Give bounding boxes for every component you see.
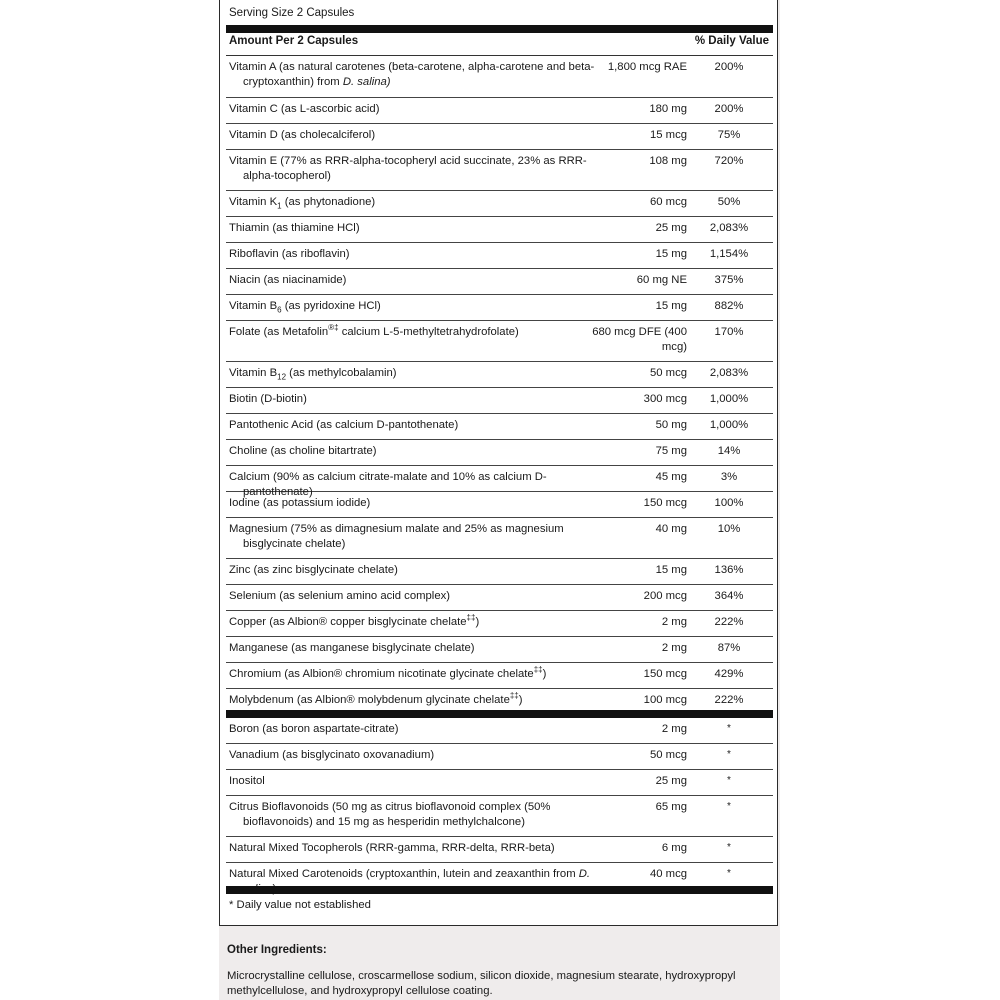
nutrient-name-part: Vitamin E (77% as RRR-alpha-tocopheryl acid succinate, 23% as RRR-alpha-tocopherol) (229, 155, 587, 182)
nutrient-amount: 65 mg (655, 801, 687, 813)
nutrient-amount: 15 mg (655, 564, 687, 576)
nutrient-row (226, 56, 773, 98)
other-nutrients-list (226, 718, 773, 888)
nutrient-name-part: 6 (277, 305, 282, 315)
other-ingredients-text: Microcrystalline cellulose, croscarmellose sodium, silicon dioxide, magnesium stearate, hydroxypropyl methylcellulose, and hydroxypropyl cellulose coating. (227, 970, 736, 997)
nutrient-row (226, 663, 773, 689)
nutrient-name-part: (as phytonadione) (281, 196, 376, 208)
nutrient-amount: 50 mg (655, 419, 687, 431)
nutrient-daily-value: 10% (717, 523, 741, 535)
daily-value-header: % Daily Value (694, 35, 769, 47)
nutrient-name-part: Molybdenum (as Albion® molybdenum glycinate chelate (229, 694, 510, 706)
nutrient-row (226, 217, 773, 243)
nutrient-name-part: 12 (277, 372, 287, 382)
supplement-facts-page (219, 0, 780, 1000)
nutrient-name-part: Vanadium (as bisglycinato oxovanadium) (229, 749, 435, 761)
nutrient-name-part: Citrus Bioflavonoids (50 mg as citrus bioflavonoid complex (50% bioflavonoids) and 15 mg as hesperidin methylchalcone) (229, 801, 551, 828)
nutrient-name-part: ) (475, 616, 480, 628)
nutrient-name (229, 273, 613, 288)
nutrient-daily-value: 375% (714, 274, 744, 286)
nutrient-amount: 150 mcg (643, 668, 687, 680)
nutrient-amount: 2 mg (661, 723, 687, 735)
nutrient-amount: 2 mg (661, 616, 687, 628)
nutrient-name-part: Boron (as boron aspartate-citrate) (229, 723, 399, 735)
nutrient-daily-value: 1,154% (709, 248, 749, 260)
nutrient-amount: 60 mg NE (636, 274, 687, 286)
nutrient-daily-value: 200% (714, 61, 744, 73)
nutrient-amount: 680 mcg DFE (400 mcg) (592, 326, 687, 353)
nutrient-row (226, 98, 773, 124)
nutrient-name-part: Manganese (as manganese bisglycinate chelate) (229, 642, 475, 654)
nutrient-name (229, 299, 613, 314)
nutrient-daily-value: * (727, 842, 731, 853)
nutrient-daily-value: * (727, 749, 731, 760)
nutrient-name (229, 444, 613, 459)
nutrient-name-part: Vitamin K (229, 196, 278, 208)
nutrient-row (226, 124, 773, 150)
nutrient-name-part: Selenium (as selenium amino acid complex) (229, 590, 451, 602)
nutrient-name (229, 667, 613, 682)
nutrient-name-part: ‡‡ (466, 613, 476, 623)
nutrient-name-part: Choline (as choline bitartrate) (229, 445, 377, 457)
nutrient-name-part: 1 (277, 201, 282, 211)
nutrient-daily-value: 50% (717, 196, 741, 208)
other-ingredients-title: Other Ingredients: (227, 944, 327, 956)
nutrient-amount: 300 mcg (643, 393, 687, 405)
nutrient-name (229, 154, 613, 184)
nutrient-name-part: ‡‡ (533, 665, 543, 675)
nutrient-name-part: Zinc (as zinc bisglycinate chelate) (229, 564, 398, 576)
nutrient-name-part: Niacin (as niacinamide) (229, 274, 347, 286)
vitamins-minerals-list (226, 56, 773, 714)
nutrient-row (226, 388, 773, 414)
nutrient-row (226, 637, 773, 663)
nutrient-row (226, 863, 773, 888)
nutrient-amount: 6 mg (661, 842, 687, 854)
nutrient-row (226, 718, 773, 744)
nutrient-row (226, 414, 773, 440)
supplement-facts-panel (219, 0, 778, 926)
nutrient-amount: 15 mg (655, 248, 687, 260)
nutrient-row (226, 191, 773, 217)
nutrient-daily-value: * (727, 801, 731, 812)
nutrient-name-part: Vitamin A (as natural carotenes (beta-carotene, alpha-carotene and beta-cryptoxanthin) from (229, 61, 595, 88)
nutrient-name-part: (as pyridoxine HCl) (281, 300, 381, 312)
nutrient-name (229, 641, 613, 656)
nutrient-name-part: Vitamin D (as cholecalciferol) (229, 129, 376, 141)
nutrient-amount: 60 mcg (649, 196, 687, 208)
nutrient-name (229, 774, 613, 789)
nutrient-name (229, 247, 613, 262)
nutrient-amount: 15 mcg (649, 129, 687, 141)
nutrient-daily-value: 136% (714, 564, 744, 576)
nutrient-name-part: Natural Mixed Carotenoids (cryptoxanthin, lutein and zeaxanthin from (229, 868, 579, 880)
table-header (229, 35, 769, 51)
nutrient-name (229, 693, 613, 708)
nutrient-name (229, 589, 613, 604)
nutrient-row (226, 837, 773, 863)
serving-size: Serving Size 2 Capsules (229, 7, 355, 19)
nutrient-name (229, 563, 613, 578)
nutrient-name-part: calcium L-5-methyltetrahydrofolate) (338, 326, 519, 338)
nutrient-daily-value: 1,000% (709, 419, 749, 431)
nutrient-row (226, 440, 773, 466)
nutrient-row (226, 518, 773, 559)
nutrient-name-part: Vitamin B (229, 367, 278, 379)
nutrient-name-part: ®‡ (328, 323, 339, 333)
nutrient-name (229, 195, 613, 210)
nutrient-amount: 40 mcg (649, 868, 687, 880)
nutrient-amount: 100 mcg (643, 694, 687, 706)
nutrient-name (229, 800, 613, 830)
nutrient-amount: 75 mg (655, 445, 687, 457)
nutrient-daily-value: * (727, 723, 731, 734)
nutrient-amount: 15 mg (655, 300, 687, 312)
footnote: * Daily value not established (229, 899, 371, 911)
nutrient-row (226, 295, 773, 321)
nutrient-name-part: Riboflavin (as riboflavin) (229, 248, 350, 260)
nutrient-name (229, 392, 613, 407)
nutrient-row (226, 611, 773, 637)
nutrient-daily-value: 882% (714, 300, 744, 312)
nutrient-name-part: Pantothenic Acid (as calcium D-pantothenate) (229, 419, 459, 431)
nutrient-daily-value: 14% (717, 445, 741, 457)
nutrient-daily-value: 2,083% (709, 367, 749, 379)
nutrient-amount: 25 mg (655, 775, 687, 787)
nutrient-name-part: Vitamin B (229, 300, 278, 312)
nutrient-name-part: D. salina) (342, 76, 391, 88)
nutrient-row (226, 559, 773, 585)
nutrient-amount: 45 mg (655, 471, 687, 483)
nutrient-name (229, 748, 613, 763)
nutrient-name-part: (as methylcobalamin) (286, 367, 397, 379)
nutrient-name-part: ‡‡ (509, 691, 519, 701)
nutrient-daily-value: * (727, 868, 731, 879)
thick-divider (226, 886, 773, 894)
nutrient-amount: 150 mcg (643, 497, 687, 509)
nutrient-name-part: Inositol (229, 775, 265, 787)
nutrient-daily-value: 1,000% (709, 393, 749, 405)
nutrient-row (226, 321, 773, 362)
nutrient-name (229, 841, 613, 856)
nutrient-daily-value: 100% (714, 497, 744, 509)
nutrient-daily-value: 200% (714, 103, 744, 115)
nutrient-name-part: D. (578, 868, 591, 880)
nutrient-name (229, 615, 613, 630)
nutrient-row (226, 744, 773, 770)
nutrient-row (226, 362, 773, 388)
nutrient-name (229, 128, 613, 143)
nutrient-daily-value: 170% (714, 326, 744, 338)
nutrient-row (226, 770, 773, 796)
nutrient-name (229, 496, 613, 511)
nutrient-name-part: Calcium (90% as calcium citrate-malate and 10% as calcium D-pantothenate) (229, 471, 547, 498)
nutrient-amount: 25 mg (655, 222, 687, 234)
nutrient-row (226, 243, 773, 269)
nutrient-name (229, 221, 613, 236)
nutrient-amount: 50 mcg (649, 749, 687, 761)
nutrient-daily-value: 2,083% (709, 222, 749, 234)
nutrient-daily-value: 87% (717, 642, 741, 654)
nutrient-row (226, 585, 773, 611)
nutrient-name (229, 325, 613, 340)
amount-header: Amount Per 2 Capsules (229, 35, 359, 47)
nutrient-name-part: ) (542, 668, 547, 680)
nutrient-name (229, 102, 613, 117)
nutrient-amount: 40 mg (655, 523, 687, 535)
nutrient-name-part: Thiamin (as thiamine HCl) (229, 222, 360, 234)
nutrient-daily-value: 222% (714, 694, 744, 706)
nutrient-amount: 180 mg (649, 103, 687, 115)
nutrient-amount: 2 mg (661, 642, 687, 654)
nutrient-row (226, 150, 773, 191)
nutrient-name (229, 366, 613, 381)
thick-divider (226, 25, 773, 33)
nutrient-amount: 1,800 mcg RAE (607, 61, 687, 73)
nutrient-daily-value: * (727, 775, 731, 786)
nutrient-daily-value: 364% (714, 590, 744, 602)
nutrient-name (229, 522, 613, 552)
nutrient-row (226, 492, 773, 518)
thick-divider (226, 710, 773, 718)
nutrient-name (229, 418, 613, 433)
nutrient-amount: 108 mg (649, 155, 687, 167)
nutrient-amount: 50 mcg (649, 367, 687, 379)
nutrient-name-part: Magnesium (75% as dimagnesium malate and 25% as magnesium bisglycinate chelate) (229, 523, 564, 550)
nutrient-daily-value: 3% (720, 471, 738, 483)
nutrient-name-part: Folate (as Metafolin (229, 326, 329, 338)
nutrient-name-part: Copper (as Albion® copper bisglycinate chelate (229, 616, 467, 628)
nutrient-daily-value: 720% (714, 155, 744, 167)
nutrient-row (226, 269, 773, 295)
nutrient-name-part: Natural Mixed Tocopherols (RRR-gamma, RRR-delta, RRR-beta) (229, 842, 555, 854)
nutrient-name (229, 60, 613, 90)
nutrient-row (226, 466, 773, 498)
nutrient-name-part: Vitamin C (as L-ascorbic acid) (229, 103, 380, 115)
nutrient-daily-value: 75% (717, 129, 741, 141)
nutrient-daily-value: 222% (714, 616, 744, 628)
nutrient-name-part: ) (518, 694, 523, 706)
nutrient-name (229, 722, 613, 737)
nutrient-row (226, 796, 773, 837)
nutrient-amount: 200 mcg (643, 590, 687, 602)
nutrient-daily-value: 429% (714, 668, 744, 680)
nutrient-name-part: Chromium (as Albion® chromium nicotinate glycinate chelate (229, 668, 534, 680)
nutrient-name-part: Iodine (as potassium iodide) (229, 497, 371, 509)
nutrient-name-part: Biotin (D-biotin) (229, 393, 307, 405)
